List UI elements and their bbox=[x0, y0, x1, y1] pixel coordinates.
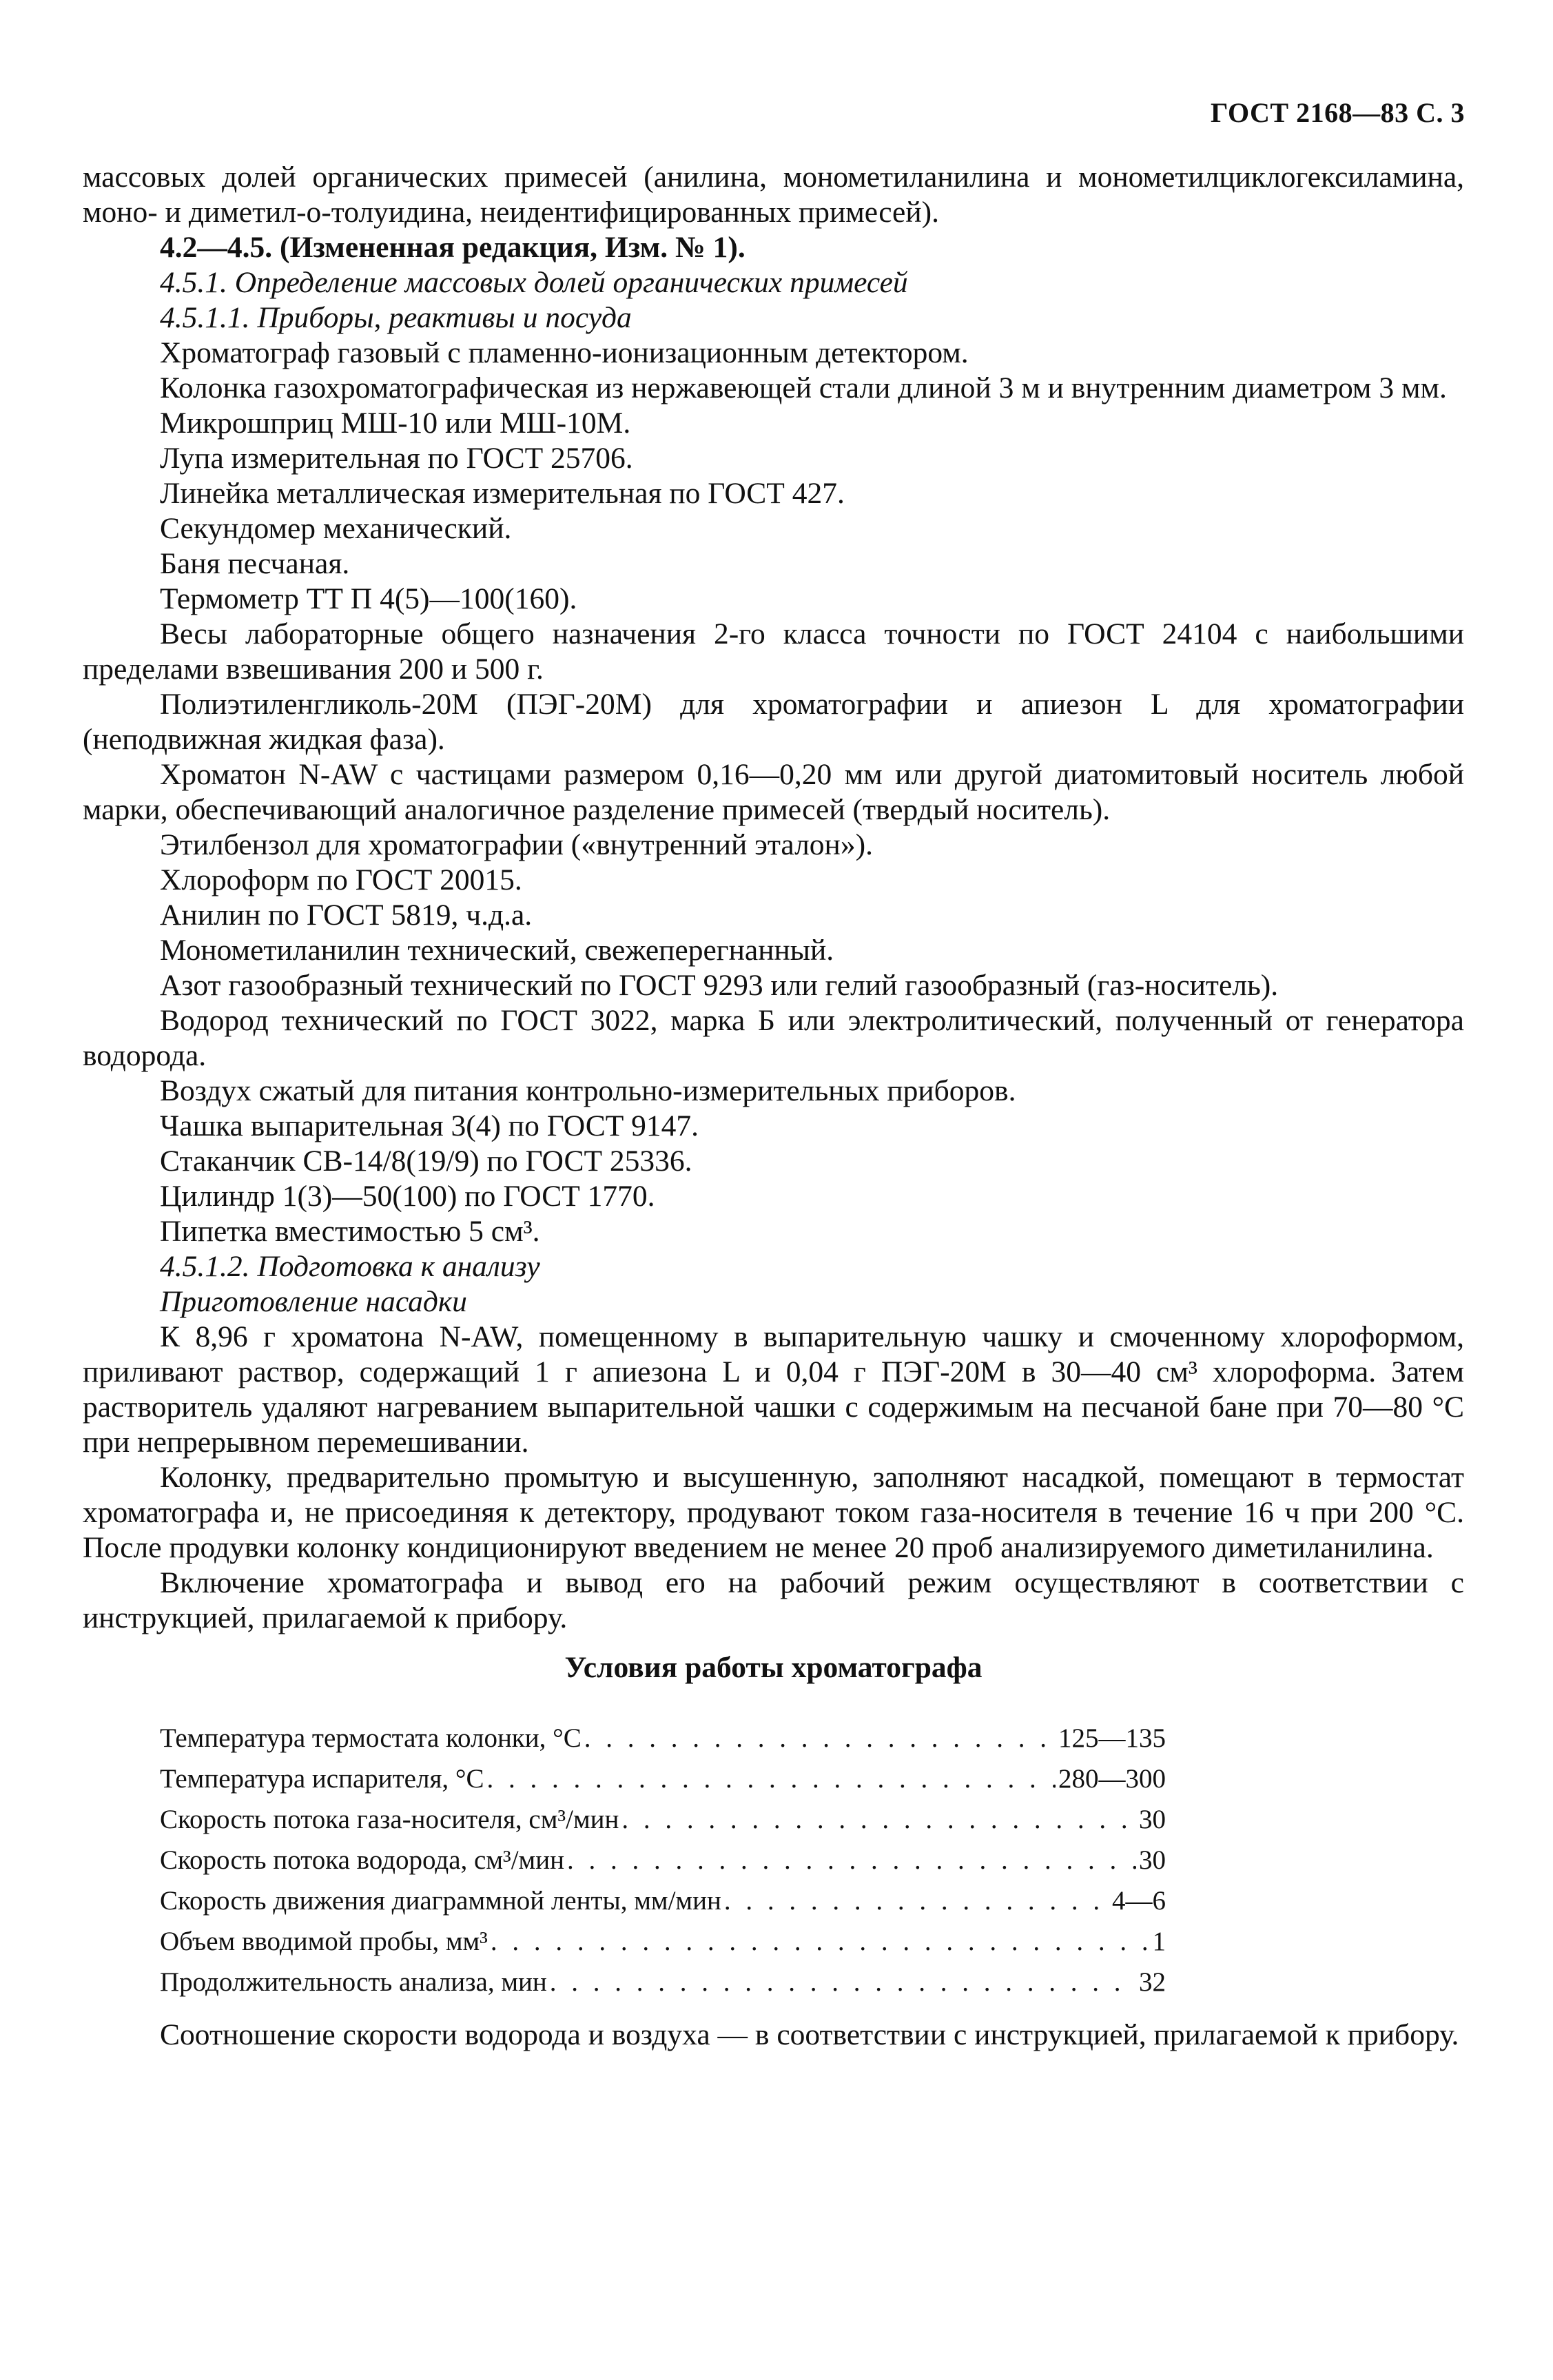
conditions-row bbox=[160, 1758, 1166, 1799]
section-heading-4-5-1: 4.5.1. Определение массовых долей органических примесей bbox=[160, 266, 908, 299]
body-paragraph: Колонку, предварительно промытую и высушенную, заполняют насадкой, помещают в термостат хроматографа и, не присоединяя к детектору, продувают током газа-носителя в течение 16 ч при 200 °С. После продувки колонку кондиционируют введением не менее 20 проб анализируемого диметиланилина. bbox=[83, 1461, 1464, 1564]
list-item: Водород технический по ГОСТ 3022, марка Б или электролитический, полученный от генератора водорода. bbox=[83, 1004, 1464, 1072]
condition-value: 30 bbox=[1139, 1845, 1166, 1875]
list-item: Термометр ТТ П 4(5)—100(160). bbox=[160, 582, 577, 615]
list-item: Чашка выпарительная 3(4) по ГОСТ 9147. bbox=[160, 1109, 699, 1142]
list-item: Линейка металлическая измерительная по ГОСТ 427. bbox=[160, 477, 845, 510]
list-item: Хроматон N-AW с частицами размером 0,16—0,20 мм или другой диатомитовый носитель любой марки, обеспечивающий аналогичное разделение примесей (твердый носитель). bbox=[83, 758, 1464, 826]
list-item: Стаканчик СВ-14/8(19/9) по ГОСТ 25336. bbox=[160, 1145, 692, 1178]
section-heading-4-5-1-1: 4.5.1.1. Приборы, реактивы и посуда bbox=[160, 301, 632, 334]
list-item: Колонка газохроматографическая из нержавеющей стали длиной 3 м и внутренним диаметром 3 мм. bbox=[160, 371, 1447, 404]
closing-paragraph: Соотношение скорости водорода и воздуха — в соответствии с инструкцией, прилагаемой к прибору. bbox=[160, 2018, 1459, 2051]
conditions-row bbox=[160, 1840, 1166, 1880]
section-heading-4-5-1-2: 4.5.1.2. Подготовка к анализу bbox=[160, 1250, 540, 1283]
leader-dots bbox=[621, 1799, 1136, 1840]
list-item: Баня песчаная. bbox=[160, 547, 350, 580]
list-item: Хлороформ по ГОСТ 20015. bbox=[160, 863, 522, 896]
leader-dots bbox=[550, 1962, 1136, 2002]
list-item: Азот газообразный технический по ГОСТ 9293 или гелий газообразный (газ-носитель). bbox=[160, 969, 1279, 1002]
condition-label: Скорость движения диаграммной ленты, мм/мин bbox=[160, 1886, 721, 1916]
list-item: Лупа измерительная по ГОСТ 25706. bbox=[160, 442, 633, 475]
condition-value: 125—135 bbox=[1058, 1723, 1166, 1753]
condition-value: 4—6 bbox=[1112, 1886, 1166, 1916]
conditions-row bbox=[160, 1962, 1166, 2002]
leader-dots bbox=[487, 1758, 1056, 1799]
body-paragraph: Включение хроматографа и вывод его на рабочий режим осуществляют в соответствии с инструкцией, прилагаемой к прибору. bbox=[83, 1566, 1464, 1634]
condition-label: Температура термостата колонки, °С bbox=[160, 1723, 582, 1753]
list-item: Хроматограф газовый с пламенно-ионизационным детектором. bbox=[160, 336, 969, 369]
leader-dots bbox=[567, 1840, 1136, 1880]
condition-label: Температура испарителя, °С bbox=[160, 1764, 484, 1794]
condition-value: 32 bbox=[1139, 1967, 1166, 1997]
condition-label: Объем вводимой пробы, мм³ bbox=[160, 1927, 488, 1956]
conditions-row bbox=[160, 1921, 1166, 1962]
amendment-note: 4.2—4.5. (Измененная редакция, Изм. № 1). bbox=[160, 231, 745, 264]
body-paragraph: К 8,96 г хроматона N-AW, помещенному в выпарительную чашку и смоченному хлороформом, приливают раствор, содержащий 1 г апиезона L и 0,04 г ПЭГ-20М в 30—40 см³ хлороформа. Затем растворитель удаляют нагреванием выпарительной чашки с содержимым на песчаной бане при 70—80 °С при непрерывном перемешивании. bbox=[83, 1320, 1464, 1459]
closing-note bbox=[83, 2018, 1464, 2053]
condition-label: Продолжительность анализа, мин bbox=[160, 1967, 547, 1997]
list-item: Воздух сжатый для питания контрольно-измерительных приборов. bbox=[160, 1074, 1016, 1107]
condition-label: Скорость потока водорода, см³/мин bbox=[160, 1845, 564, 1875]
list-item: Микрошприц МШ-10 или МШ-10М. bbox=[160, 407, 631, 440]
list-item: Полиэтиленгликоль-20М (ПЭГ-20М) для хроматографии и апиезон L для хроматографии (неподвижная жидкая фаза). bbox=[83, 688, 1464, 756]
leader-dots bbox=[724, 1880, 1109, 1921]
list-item: Анилин по ГОСТ 5819, ч.д.а. bbox=[160, 899, 533, 932]
list-item: Пипетка вместимостью 5 см³. bbox=[160, 1215, 540, 1248]
conditions-title: Условия работы хроматографа bbox=[564, 1651, 983, 1684]
paragraph-continuation: массовых долей органических примесей (анилина, монометиланилина и монометилциклогексиламина, моно- и диметил-о-толуидина, неидентифицированных примесей). bbox=[83, 161, 1464, 229]
subsection-heading: Приготовление насадки bbox=[160, 1285, 467, 1318]
conditions-row bbox=[160, 1799, 1166, 1840]
condition-label: Скорость потока газа-носителя, см³/мин bbox=[160, 1805, 619, 1834]
list-item: Весы лабораторные общего назначения 2-го класса точности по ГОСТ 24104 с наибольшими пределами взвешивания 200 и 500 г. bbox=[83, 617, 1464, 686]
list-item: Монометиланилин технический, свежеперегнанный. bbox=[160, 934, 834, 967]
page-header: ГОСТ 2168—83 С. 3 bbox=[1210, 97, 1465, 128]
conditions-row bbox=[160, 1880, 1166, 1921]
conditions-list bbox=[160, 1718, 1166, 2002]
list-item: Этилбензол для хроматографии («внутренний эталон»). bbox=[160, 828, 873, 861]
leader-dots bbox=[584, 1718, 1056, 1758]
list-item: Секундомер механический. bbox=[160, 512, 512, 545]
condition-value: 1 bbox=[1152, 1927, 1166, 1956]
leader-dots bbox=[491, 1921, 1150, 1962]
condition-value: 30 bbox=[1139, 1805, 1166, 1834]
condition-value: 280—300 bbox=[1058, 1764, 1166, 1794]
conditions-row bbox=[160, 1718, 1166, 1758]
list-item: Цилиндр 1(3)—50(100) по ГОСТ 1770. bbox=[160, 1180, 655, 1213]
document-body bbox=[83, 160, 1464, 1636]
